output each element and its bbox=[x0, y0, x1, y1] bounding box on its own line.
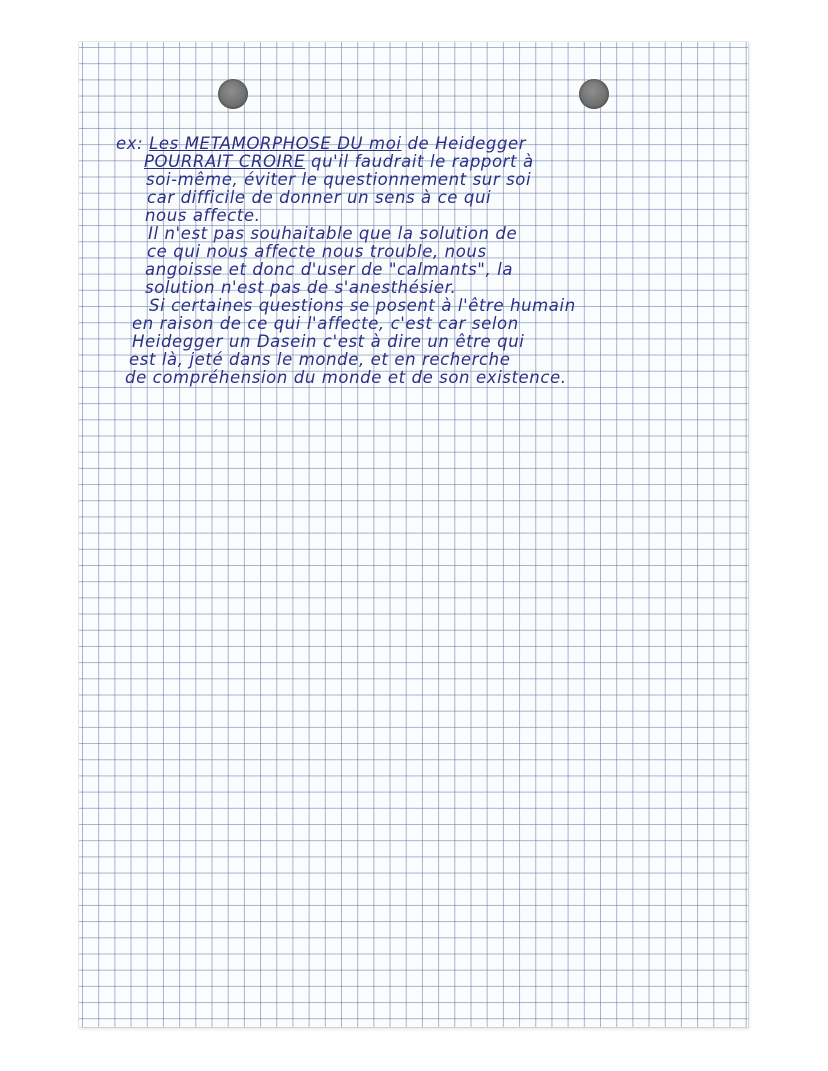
note-line: de compréhension du monde et de son existence. bbox=[125, 368, 567, 387]
note-line: en raison de ce qui l'affecte, c'est car selon bbox=[132, 314, 519, 333]
note-line-text: qu'il faudrait le rapport à bbox=[311, 152, 534, 171]
note-line: ce qui nous affecte nous trouble, nous bbox=[147, 242, 487, 261]
note-line: Il n'est pas souhaitable que la solution de bbox=[148, 224, 518, 243]
note-line: Heidegger un Dasein c'est à dire un être qui bbox=[132, 332, 525, 351]
note-line: Si certaines questions se posent à l'être humain bbox=[149, 296, 576, 315]
note-line: angoisse et donc d'user de "calmants", la bbox=[145, 260, 514, 279]
example-prefix: ex: bbox=[116, 134, 144, 153]
note-title: Les METAMORPHOSE DU moi bbox=[149, 134, 402, 153]
note-line: est là, jeté dans le monde, et en recherche bbox=[129, 350, 511, 369]
note-line: soi-même, éviter le questionnement sur soi bbox=[146, 170, 532, 189]
handwritten-note bbox=[79, 42, 748, 1027]
note-underlined-phrase: POURRAIT CROIRE bbox=[144, 152, 306, 171]
grid-paper-sheet bbox=[79, 42, 748, 1027]
note-line: car difficile de donner un sens à ce qui bbox=[147, 188, 492, 207]
note-author: de Heidegger bbox=[407, 134, 527, 153]
note-line bbox=[116, 135, 526, 153]
note-line bbox=[144, 153, 534, 171]
note-line: solution n'est pas de s'anesthésier. bbox=[145, 278, 457, 297]
note-line: nous affecte. bbox=[145, 206, 261, 225]
